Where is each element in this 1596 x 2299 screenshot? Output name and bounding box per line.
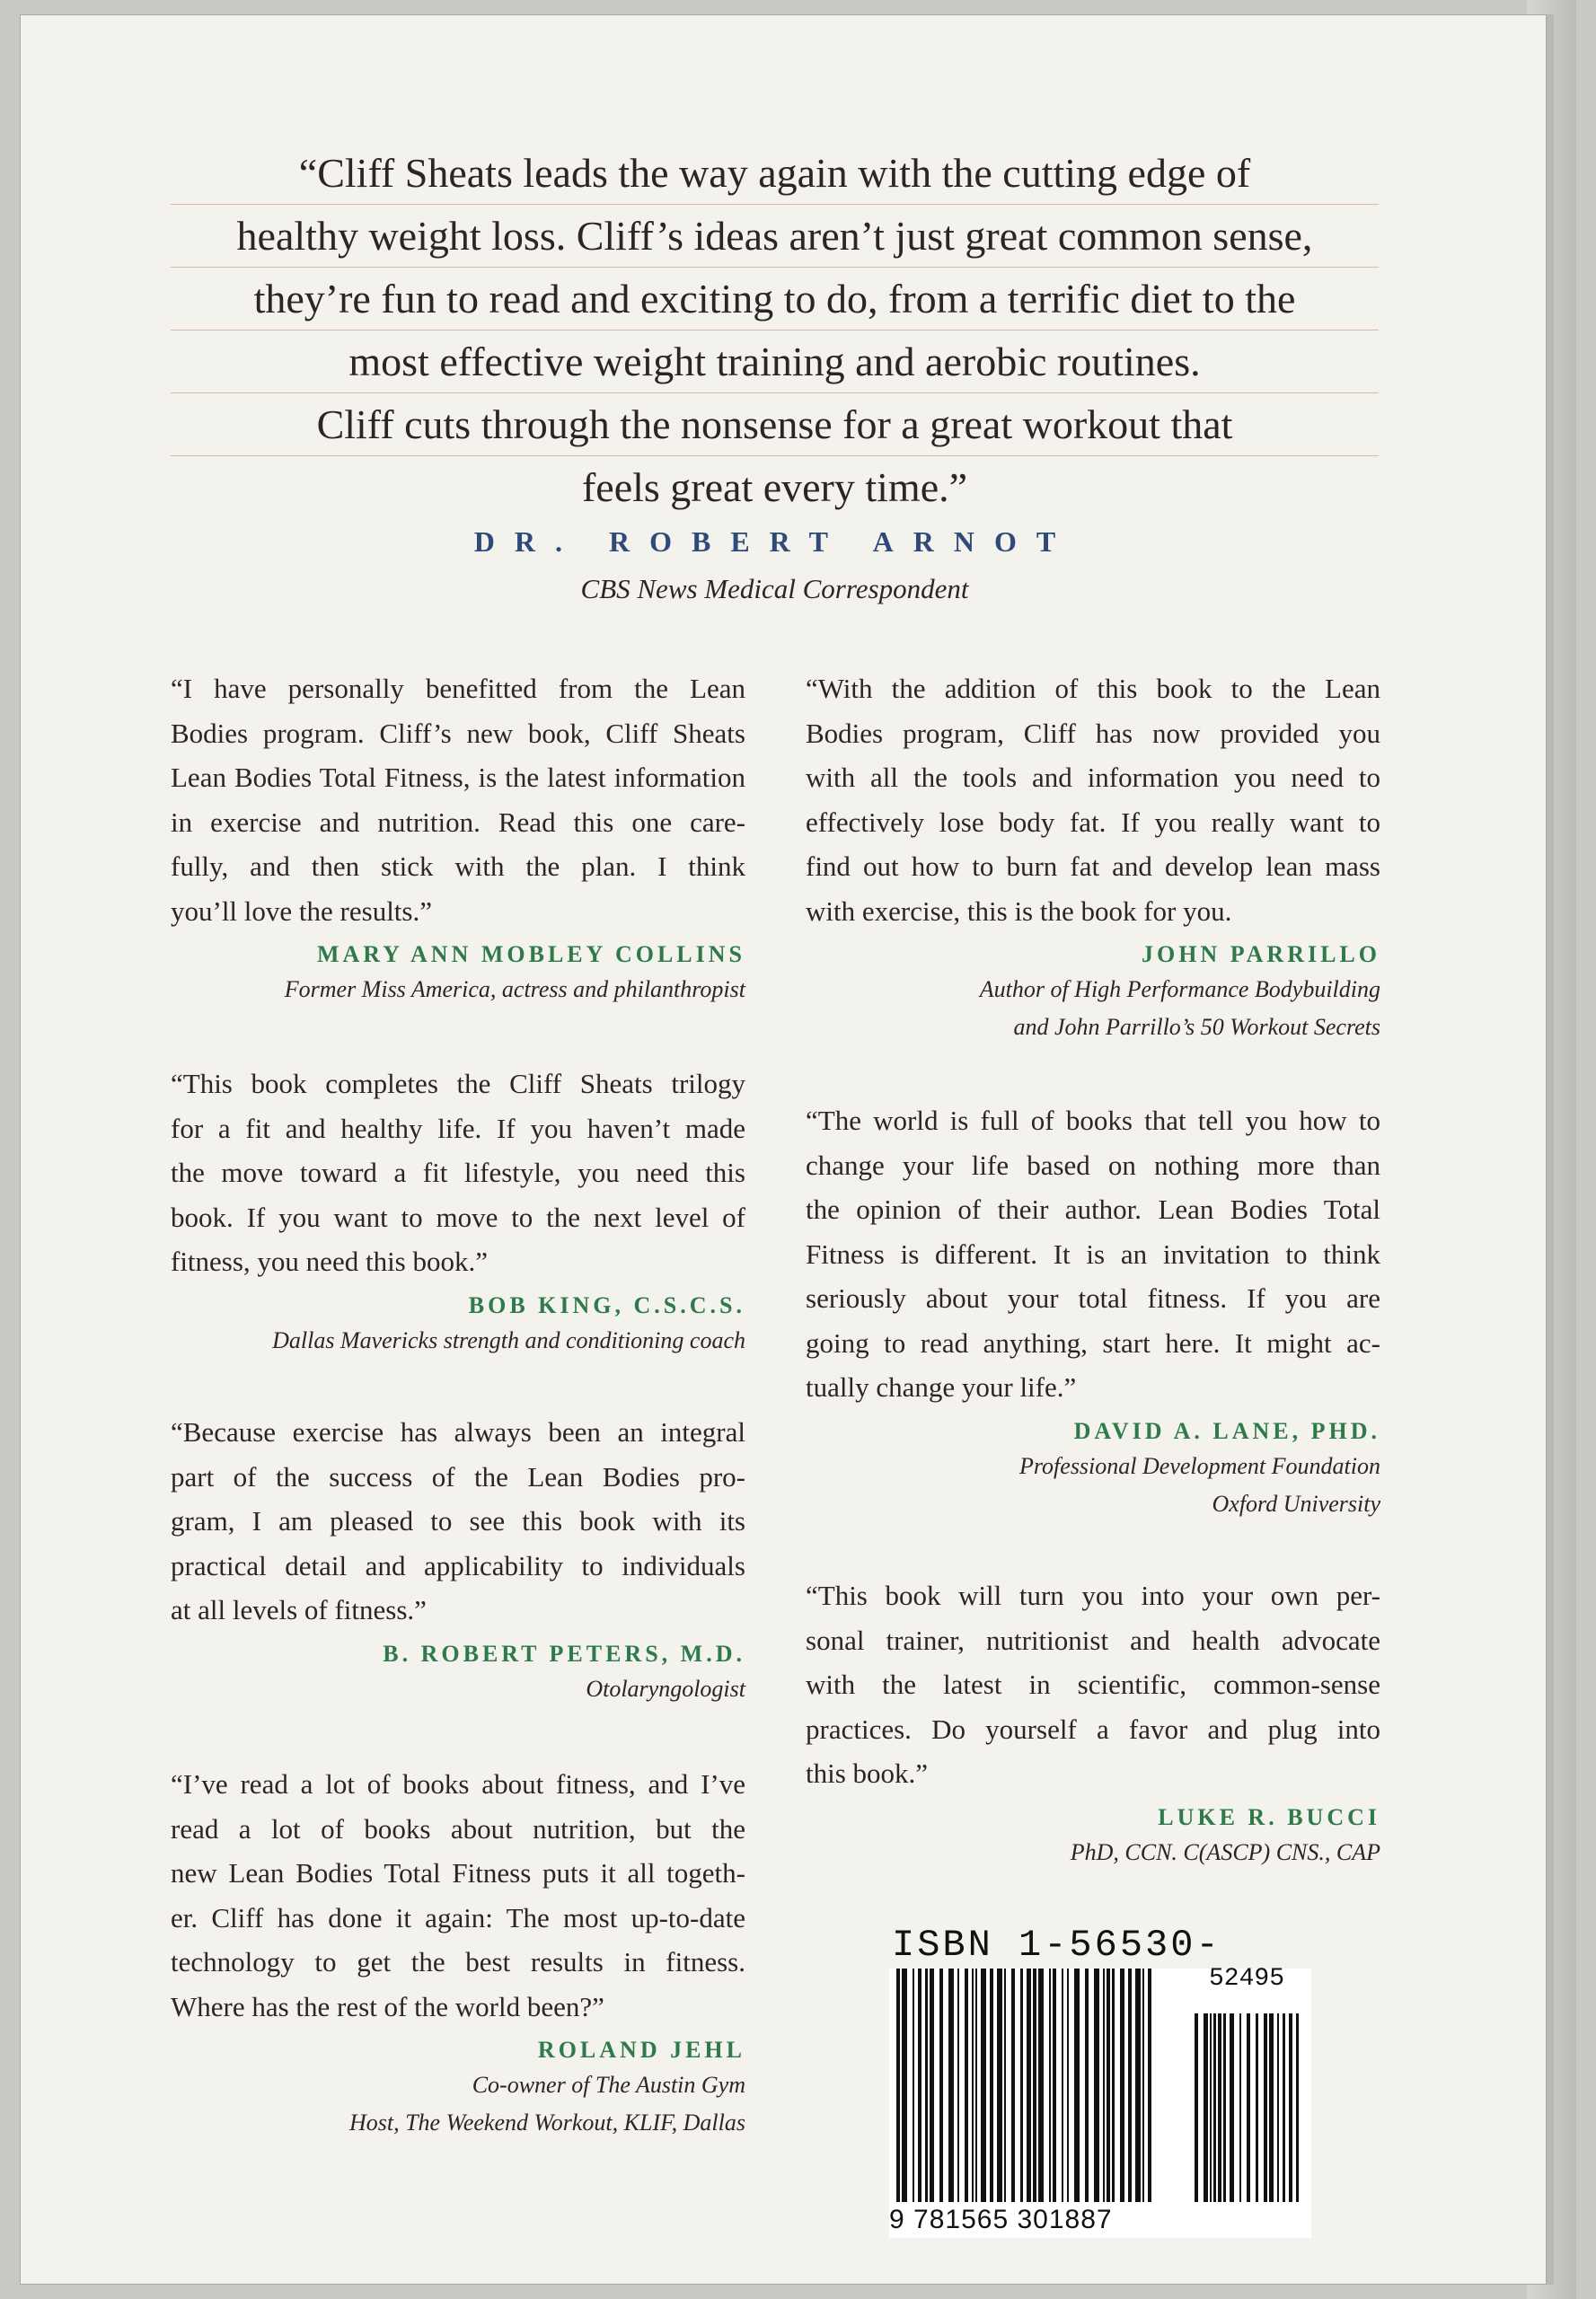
barcode-bar — [1020, 1969, 1024, 2202]
barcode-bar — [1004, 1969, 1006, 2202]
barcode-bar — [1264, 2013, 1267, 2202]
testimonial-line: in exercise and nutrition. Read this one care- — [171, 806, 745, 838]
barcode-bar — [1128, 1969, 1132, 2202]
testimonial-credential: Oxford University — [1212, 1490, 1380, 1517]
barcode-bar — [1213, 2013, 1217, 2202]
barcode-bar — [1085, 1969, 1089, 2202]
testimonial-line: practices. Do yourself a favor and plug into — [806, 1713, 1380, 1745]
testimonial-line: the move toward a fit lifestyle, you need this — [171, 1157, 745, 1188]
testimonial-line: technology to get the best results in fitness. — [171, 1946, 745, 1977]
barcode-bar — [925, 1969, 929, 2202]
testimonial-line: practical detail and applicability to individuals — [171, 1549, 745, 1581]
testimonial-line: “I’ve read a lot of books about fitness, and I’ve — [171, 1768, 745, 1800]
barcode-bar — [1296, 2013, 1300, 2202]
testimonial-credential: Co-owner of The Austin Gym — [472, 2072, 745, 2098]
testimonial-author: B. ROBERT PETERS, M.D. — [383, 1640, 745, 1667]
testimonial-line: fully, and then stick with the plan. I think — [171, 850, 745, 882]
barcode-bar — [948, 1969, 955, 2202]
barcode-bar — [972, 1969, 974, 2202]
testimonial-credential: Dallas Mavericks strength and conditioning coach — [272, 1326, 745, 1353]
testimonial-line: gram, I am pleased to see this book with its — [171, 1505, 745, 1537]
barcode-bar — [975, 1969, 977, 2202]
testimonial-author: ROLAND JEHL — [537, 2037, 745, 2063]
barcode-bar — [1247, 2013, 1250, 2202]
featured-quote-line: healthy weight loss. Cliff’s ideas aren’t just great common sense, — [171, 205, 1379, 268]
barcode-bar — [1204, 2013, 1208, 2202]
testimonial-author: JOHN PARRILLO — [1141, 941, 1380, 967]
testimonial-line: er. Cliff has done it again: The most up-to-date — [171, 1901, 745, 1933]
testimonial-line: effectively lose body fat. If you really want to — [806, 806, 1380, 838]
testimonial — [806, 1098, 1380, 1523]
barcode-bar — [902, 1969, 908, 2202]
barcode-bar — [1210, 2013, 1212, 2202]
barcode-number: 9 781565 301887 — [889, 2205, 1113, 2234]
featured-quote-line: most effective weight training and aerobic routines. — [171, 330, 1379, 393]
barcode-bar — [1094, 1969, 1100, 2202]
testimonial-line: “Because exercise has always been an integral — [171, 1416, 745, 1448]
barcode-bar — [1038, 1969, 1045, 2202]
testimonial-line: tually change your life.” — [806, 1371, 1077, 1403]
barcode-bar — [1256, 2013, 1259, 2202]
testimonial-credential: Otolaryngologist — [586, 1675, 745, 1702]
testimonial-line: sonal trainer, nutritionist and health advocate — [806, 1624, 1380, 1656]
featured-quote — [171, 142, 1379, 518]
testimonial-credential: PhD, CCN. C(ASCP) CNS., CAP — [1070, 1838, 1380, 1865]
barcode-bar — [1218, 2013, 1221, 2202]
barcode-bar — [1223, 2013, 1227, 2202]
testimonial-line: at all levels of fitness.” — [171, 1594, 427, 1625]
testimonial-line: the opinion of their author. Lean Bodies Total — [806, 1194, 1380, 1225]
testimonial-line: for a fit and healthy life. If you haven’t made — [171, 1112, 745, 1144]
testimonial-author: LUKE R. BUCCI — [1158, 1803, 1380, 1830]
testimonial-credential: Host, The Weekend Workout, KLIF, Dallas — [348, 2110, 745, 2136]
testimonial-line: Where has the rest of the world been?” — [171, 1990, 604, 2022]
barcode-bar — [930, 1969, 934, 2202]
barcode-bar — [1239, 2013, 1241, 2202]
testimonial-line: “I have personally benefitted from the Lean — [171, 673, 745, 704]
barcode-bar — [918, 1969, 921, 2202]
barcode-bar — [1067, 1969, 1069, 2202]
barcode-bar — [965, 1969, 968, 2202]
barcode-bar — [896, 1969, 900, 2202]
barcode — [889, 1969, 1311, 2238]
testimonial — [806, 1573, 1380, 1872]
featured-quote-line: Cliff cuts through the nonsense for a great workout that — [171, 393, 1379, 456]
barcode-bar — [1120, 1969, 1124, 2202]
barcode-bar — [1112, 1969, 1115, 2202]
testimonial-line: “The world is full of books that tell you how to — [806, 1105, 1380, 1136]
testimonial-line: part of the success of the Lean Bodies pro- — [171, 1460, 745, 1493]
testimonial-credential: Author of High Performance Bodybuilding — [979, 976, 1380, 1002]
testimonial — [171, 1410, 745, 1708]
barcode-bar — [997, 1969, 1003, 2202]
featured-quote-author-title: CBS News Medical Correspondent — [580, 573, 969, 604]
testimonial — [806, 666, 1380, 1046]
testimonial-author: DAVID A. LANE, PHD. — [1073, 1417, 1380, 1444]
barcode-bar — [1011, 1969, 1015, 2202]
barcode-addon-bars — [1195, 2013, 1304, 2202]
testimonial-line: book. If you want to move to the next level of — [171, 1201, 745, 1233]
barcode-bar — [939, 1969, 943, 2202]
barcode-bar — [990, 1969, 993, 2202]
testimonial-line: seriously about your total fitness. If you are — [806, 1282, 1380, 1314]
barcode-bar — [913, 1969, 914, 2202]
testimonial-line: change your life based on nothing more than — [806, 1149, 1380, 1181]
isbn-label: ISBN 1-56530- — [892, 1924, 1221, 1967]
testimonial-line: going to read anything, start here. It might ac- — [806, 1326, 1380, 1359]
testimonial-line: fitness, you need this book.” — [171, 1246, 489, 1277]
testimonial-line: new Lean Bodies Total Fitness puts it all togeth- — [171, 1857, 745, 1889]
barcode-bars — [896, 1969, 1157, 2202]
barcode-bar — [1062, 1969, 1063, 2202]
testimonial-credential: Former Miss America, actress and philanthropist — [284, 976, 745, 1002]
testimonial-line: with all the tools and information you need to — [806, 762, 1380, 793]
barcode-bar — [1148, 1969, 1151, 2202]
testimonial-author: MARY ANN MOBLEY COLLINS — [316, 941, 745, 967]
barcode-bar — [1269, 2013, 1274, 2202]
testimonial-line: “With the addition of this book to the Lean — [806, 673, 1380, 704]
barcode-bar — [957, 1969, 959, 2202]
barcode-bar — [1074, 1969, 1080, 2202]
featured-quote-line: they’re fun to read and exciting to do, from a terrific diet to the — [171, 268, 1379, 330]
testimonial-line: with the latest in scientific, common-sense — [806, 1669, 1380, 1700]
testimonial-line: read a lot of books about nutrition, but the — [171, 1812, 745, 1845]
testimonial-credential: Professional Development Foundation — [1019, 1452, 1380, 1479]
featured-quote-line: “Cliff Sheats leads the way again with the cutting edge of — [171, 142, 1379, 205]
barcode-bar — [1107, 1969, 1110, 2202]
featured-quote-author: DR. ROBERT ARNOT — [473, 525, 1076, 558]
barcode-bar — [1103, 1969, 1105, 2202]
barcode-bar — [1142, 1969, 1144, 2202]
testimonial-line: you’ll love the results.” — [171, 894, 432, 927]
barcode-addon-number: 52495 — [1209, 1965, 1285, 1993]
testimonial-line: “This book will turn you into your own per- — [806, 1580, 1380, 1611]
barcode-bar — [1053, 1969, 1056, 2202]
testimonial-line: Bodies program, Cliff has now provided you — [806, 717, 1380, 749]
barcode-bar — [1195, 2013, 1198, 2202]
testimonial-line: find out how to burn fat and develop lean mass — [806, 850, 1380, 882]
testimonial — [171, 1061, 745, 1360]
testimonial-credential: and John Parrillo’s 50 Workout Secrets — [1013, 1014, 1380, 1040]
barcode-bar — [1289, 2013, 1292, 2202]
testimonial — [171, 666, 745, 1009]
testimonial — [171, 1762, 745, 2142]
featured-quote-line: feels great every time.” — [581, 464, 968, 510]
testimonial-line: Bodies program. Cliff’s new book, Cliff Sheats — [171, 717, 745, 749]
barcode-bar — [1230, 2013, 1234, 2202]
testimonial-line: this book.” — [806, 1757, 929, 1789]
barcode-bar — [981, 1969, 987, 2202]
barcode-bar — [1283, 2013, 1286, 2202]
testimonial-line: with exercise, this is the book for you. — [806, 894, 1232, 927]
barcode-bar — [1033, 1969, 1036, 2202]
barcode-bar — [1277, 2013, 1279, 2202]
testimonial-line: “This book completes the Cliff Sheats trilogy — [171, 1068, 745, 1099]
testimonial-author: BOB KING, C.S.C.S. — [468, 1291, 745, 1318]
testimonial-line: Lean Bodies Total Fitness, is the latest information — [171, 762, 745, 793]
testimonial-line: Fitness is different. It is an invitation to think — [806, 1238, 1380, 1270]
barcode-bar — [1049, 1969, 1051, 2202]
barcode-bar — [1027, 1969, 1031, 2202]
barcode-bar — [1135, 1969, 1142, 2202]
